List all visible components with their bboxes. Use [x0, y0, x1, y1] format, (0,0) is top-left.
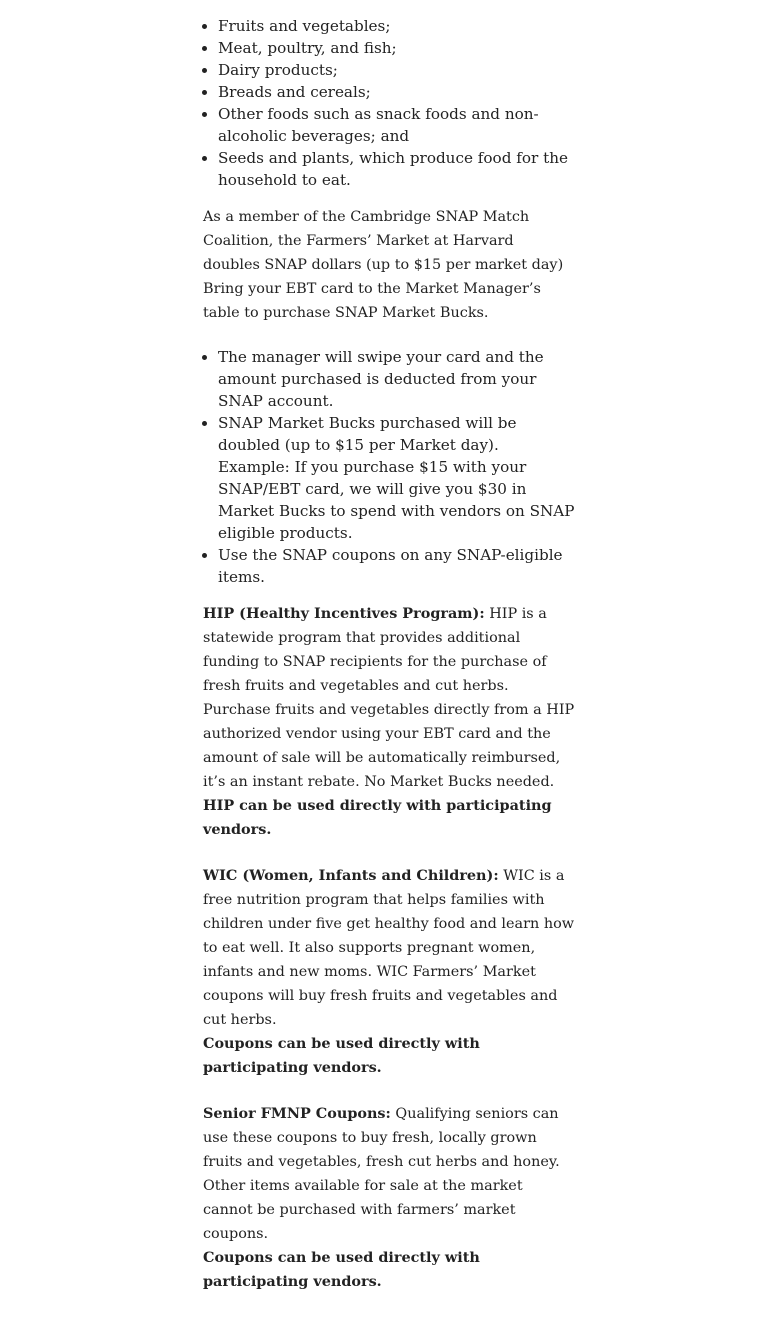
hip-body-text: HIP is a statewide program that provides additional funding to SNAP recipients for the purchase of fresh fruits and vegetables and cut herbs. Purchase fruits and vegetables directly from a HIP authorized vendor using your EBT card and the amount of sale will be automatically reimbursed, it’s an instant rebate. No Market Bucks needed.	[203, 606, 575, 790]
snap-intro-text: As a member of the Cambridge SNAP Match Coalition, the Farmers’ Market at Harvard doubles SNAP dollars (up to $15 per market day)	[203, 209, 564, 273]
fmnp-note: Coupons can be used directly with participating vendors.	[203, 1249, 480, 1290]
wic-heading: WIC (Women, Infants and Children):	[203, 867, 499, 884]
eligible-foods-list	[203, 15, 575, 191]
list-item: • The manager will swipe your card and the amount purchased is deducted from your SNAP account.	[218, 346, 575, 412]
snap-match-paragraph	[203, 205, 575, 325]
list-item: • Use the SNAP coupons on any SNAP-eligible items.	[218, 544, 575, 588]
content-column	[203, 0, 575, 1294]
hip-paragraph	[203, 602, 575, 842]
fmnp-paragraph	[203, 1102, 575, 1294]
list-item: • Seeds and plants, which produce food for the household to eat.	[218, 147, 575, 191]
wic-note: Coupons can be used directly with participating vendors.	[203, 1035, 480, 1076]
hip-note: HIP can be used directly with participating vendors.	[203, 797, 552, 838]
snap-instruction-text: Bring your EBT card to the Market Manager’s table to purchase SNAP Market Bucks.	[203, 281, 541, 321]
wic-paragraph	[203, 864, 575, 1080]
list-item: • Fruits and vegetables;	[218, 15, 575, 37]
fmnp-heading: Senior FMNP Coupons:	[203, 1105, 391, 1122]
hip-heading: HIP (Healthy Incentives Program):	[203, 605, 485, 622]
snap-steps-list	[203, 346, 575, 588]
list-item: • Other foods such as snack foods and non-alcoholic beverages; and	[218, 103, 575, 147]
wic-body-text: WIC is a free nutrition program that helps families with children under five get healthy food and learn how to eat well. It also supports pregnant women, infants and new moms. WIC Farmers’ Market coupons will buy fresh fruits and vegetables and cut herbs.	[203, 868, 575, 1028]
list-item: • Dairy products;	[218, 59, 575, 81]
list-item: • Meat, poultry, and fish;	[218, 37, 575, 59]
list-item: • Breads and cereals;	[218, 81, 575, 103]
list-item: • SNAP Market Bucks purchased will be doubled (up to $15 per Market day). Example: If you purchase $15 with your SNAP/EBT card, we will give you $30 in Market Bucks to spend with vendors on SNAP eligible products.	[218, 412, 575, 544]
fmnp-body-text: Qualifying seniors can use these coupons to buy fresh, locally grown fruits and vegetables, fresh cut herbs and honey. Other items available for sale at the market cannot be purchased with farmers’ market coupons.	[203, 1106, 560, 1242]
